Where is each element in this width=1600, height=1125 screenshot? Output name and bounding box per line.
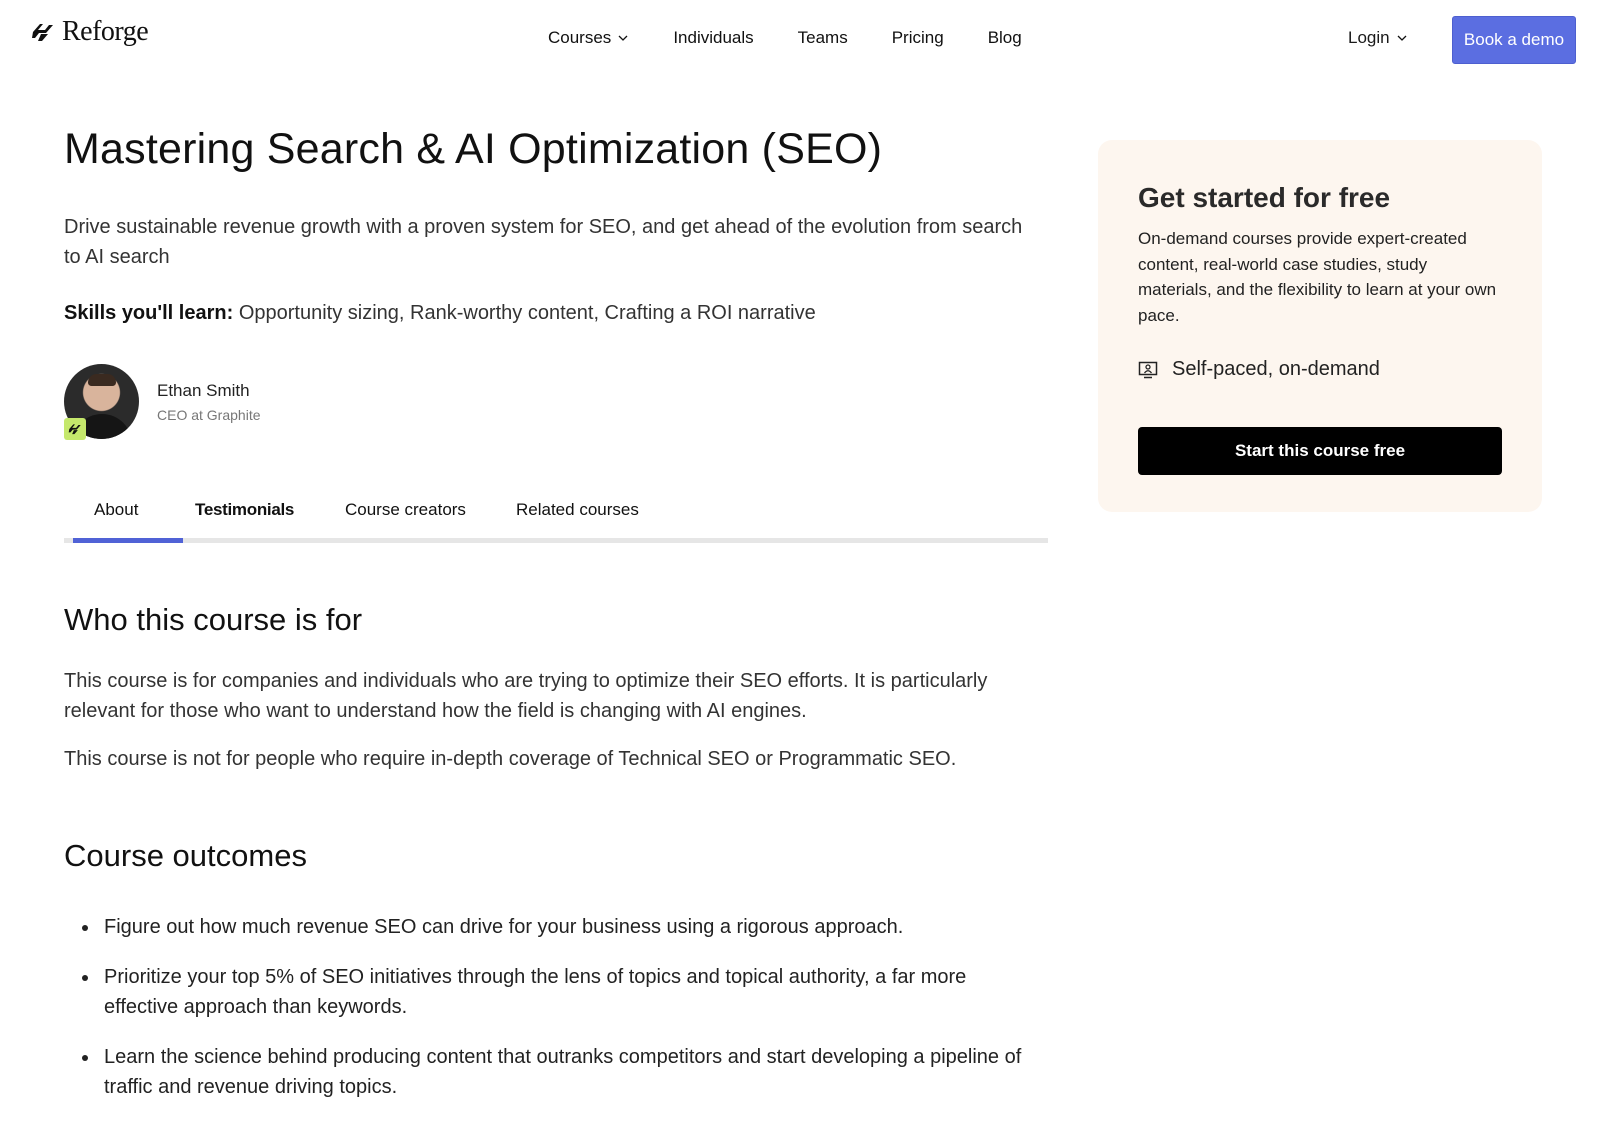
- list-item: [82, 912, 1042, 942]
- nav-pricing-label: Pricing: [891, 28, 944, 47]
- get-started-card: [1098, 140, 1542, 512]
- who-paragraph-2: This course is not for people who require in-depth coverage of Technical SEO or Programmatic SEO.: [64, 748, 957, 770]
- reforge-logo[interactable]: [29, 16, 148, 48]
- who-paragraph-1: This course is for companies and individuals who are trying to optimize their SEO efforts. It is particularly relevant for those who want to understand how the field is changing with AI engines.: [64, 670, 988, 722]
- nav-teams-label: Teams: [797, 28, 848, 47]
- card-title: Get started for free: [1138, 182, 1391, 213]
- start-course-button[interactable]: Start this course free: [1138, 427, 1502, 475]
- nav-pricing[interactable]: [892, 28, 944, 48]
- company-badge-icon: [64, 418, 86, 440]
- who-heading: Who this course is for: [64, 602, 363, 637]
- course-tabs: [64, 488, 1048, 543]
- nav-teams[interactable]: [798, 28, 848, 48]
- author-role: CEO at Graphite: [157, 406, 261, 423]
- nav-courses-label: Courses: [548, 28, 612, 47]
- nav-individuals-label: Individuals: [673, 28, 754, 47]
- skills-list: Opportunity sizing, Rank-worthy content, Crafting a ROI narrative: [238, 302, 816, 324]
- feature-label: Self-paced, on-demand: [1172, 358, 1380, 380]
- book-demo-button[interactable]: Book a demo: [1452, 16, 1576, 64]
- outcomes-heading: Course outcomes: [64, 838, 307, 873]
- chevron-down-icon: [617, 32, 629, 44]
- bullet-icon: [82, 925, 88, 931]
- nav-blog-label: Blog: [987, 28, 1022, 47]
- course-subtitle: Drive sustainable revenue growth with a proven system for SEO, and get ahead of the evolution from search to AI search: [64, 216, 1023, 268]
- nav-individuals[interactable]: [673, 28, 753, 48]
- self-paced-feature: [1138, 358, 1380, 381]
- outcomes-list: [82, 912, 1042, 1122]
- logo-text: Reforge: [62, 16, 149, 47]
- tab-testimonials[interactable]: Testimonials: [195, 500, 295, 519]
- chevron-down-icon: [1396, 32, 1408, 44]
- outcome-text: Learn the science behind producing content that outranks competitors and start developing a pipeline of traffic and revenue driving topics.: [104, 1046, 1022, 1098]
- nav-blog[interactable]: [988, 28, 1022, 48]
- main-nav: [548, 28, 1022, 48]
- tab-about[interactable]: About: [94, 500, 139, 519]
- outcome-text: Prioritize your top 5% of SEO initiatives through the lens of topics and topical authority, a far more effective approach than keywords.: [104, 966, 967, 1018]
- bullet-icon: [82, 975, 88, 981]
- active-tab-indicator: [73, 538, 183, 543]
- bullet-icon: [82, 1055, 88, 1061]
- login-dropdown[interactable]: [1348, 28, 1408, 48]
- graphite-logo-icon: [67, 421, 83, 437]
- nav-courses[interactable]: [548, 28, 629, 48]
- outcome-text: Figure out how much revenue SEO can drive for your business using a rigorous approach.: [104, 916, 904, 938]
- author-name: Ethan Smith: [157, 380, 250, 400]
- skills-label: Skills you'll learn:: [64, 302, 234, 324]
- avatar-hair: [88, 374, 116, 386]
- list-item: [82, 962, 1042, 1022]
- author-block[interactable]: [64, 364, 261, 439]
- skills-line: [64, 302, 816, 325]
- tab-related-courses[interactable]: Related courses: [516, 500, 639, 519]
- author-info: [157, 381, 261, 423]
- tab-course-creators[interactable]: Course creators: [345, 500, 466, 519]
- course-title: Mastering Search & AI Optimization (SEO): [64, 125, 883, 173]
- monitor-person-icon: [1138, 361, 1158, 379]
- login-label: Login: [1348, 28, 1390, 47]
- reforge-logo-icon: [29, 18, 57, 46]
- card-description: On-demand courses provide expert-created content, real-world case studies, study materials, and the flexibility to learn at your own pace.: [1138, 229, 1497, 325]
- site-header: [0, 0, 1600, 80]
- list-item: [82, 1042, 1042, 1102]
